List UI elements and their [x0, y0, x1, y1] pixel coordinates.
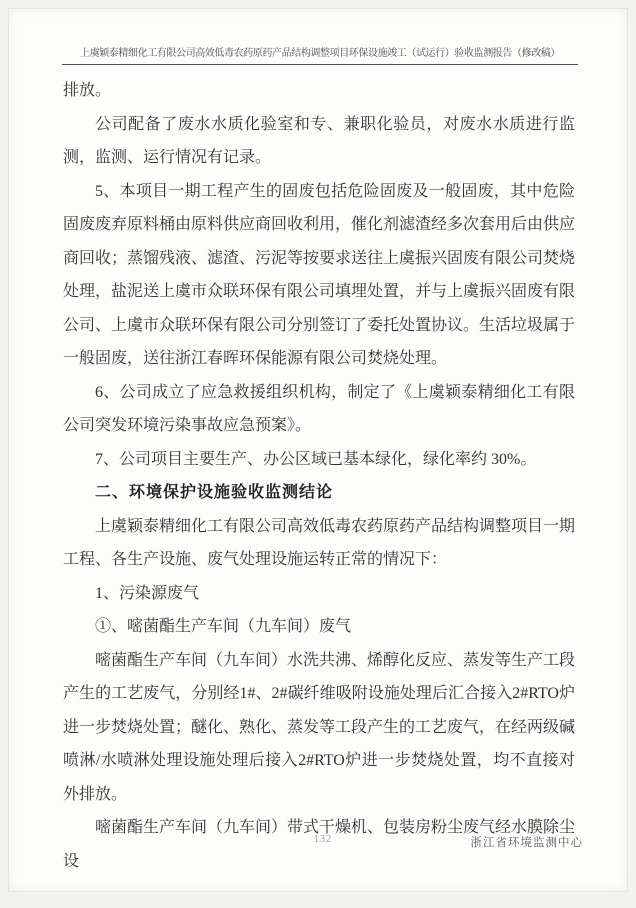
header-title: 上虞颖泰精细化工有限公司高效低毒农药原药产品结构调整项目环保设施竣工（试运行）验收监测报告（修改稿）	[80, 48, 560, 59]
footer-organization: 浙江省环境监测中心	[470, 837, 583, 849]
paragraph-subheading-waste-gas: 1、污染源废气	[95, 584, 200, 602]
paragraph-process-gas-treatment: 嘧菌酯生产车间（九车间）水洗共沸、烯醇化反应、蒸发等生产工段产生的工艺废气，分别经1#、2#碳纤维吸附设施处理后汇合接入2#RTO炉进一步焚烧处置；醚化、熟化、蒸发等工段产生的工艺废气，在经两级碱喷淋/水喷淋处理设施处理后接入2#RTO炉进一步焚烧处置，均不直接对外排放。	[63, 651, 576, 803]
paragraph-subheading-workshop-9: ①、嘧菌酯生产车间（九车间）废气	[95, 618, 352, 635]
paragraph-dust-gas-partial: 嘧菌酯生产车间（九车间）带式干燥机、包装房粉尘废气经水膜除尘设	[63, 819, 576, 870]
paragraph-continuation: 排放。	[63, 82, 112, 99]
paragraph-item-5-solid-waste: 5、本项目一期工程产生的固废包括危险固废及一般固废，其中危险固废废弃原料桶由原料供应商回收利用，催化剂滤渣经多次套用后由供应商回收；蒸馏残液、滤渣、污泥等按要求送往上虞振兴固废有限公司焚烧处理，盐泥送上虞市众联环保有限公司填埋处置，并与上虞振兴固废有限公司、上虞市众联环保有限公司分别签订了委托处置协议。生活垃圾属于一般固废，送往浙江春晖环保能源有限公司焚烧处理。	[63, 182, 576, 367]
paragraph-section-intro: 上虞颖泰精细化工有限公司高效低毒农药原药产品结构调整项目一期工程、各生产设施、废气处理设施运转正常的情况下：	[63, 517, 576, 568]
page-header	[62, 44, 578, 65]
document-body	[63, 74, 575, 878]
header-rule	[62, 64, 578, 65]
paragraph-lab-staff: 公司配备了废水水质化验室和专、兼职化验员，对废水水质进行监测，监测、运行情况有记录。	[63, 115, 575, 166]
page-number: 132	[314, 834, 332, 845]
page-footer	[63, 834, 583, 854]
paragraph-item-6-emergency-plan: 6、公司成立了应急救援组织机构，制定了《上虞颖泰精细化工有限公司突发环境污染事故应急预案》。	[63, 383, 575, 434]
paragraph-item-7-greening: 7、公司项目主要生产、办公区域已基本绿化，绿化率约 30%。	[95, 450, 537, 468]
document-page	[8, 8, 628, 892]
section-heading-2: 二、环境保护设施验收监测结论	[95, 484, 334, 501]
